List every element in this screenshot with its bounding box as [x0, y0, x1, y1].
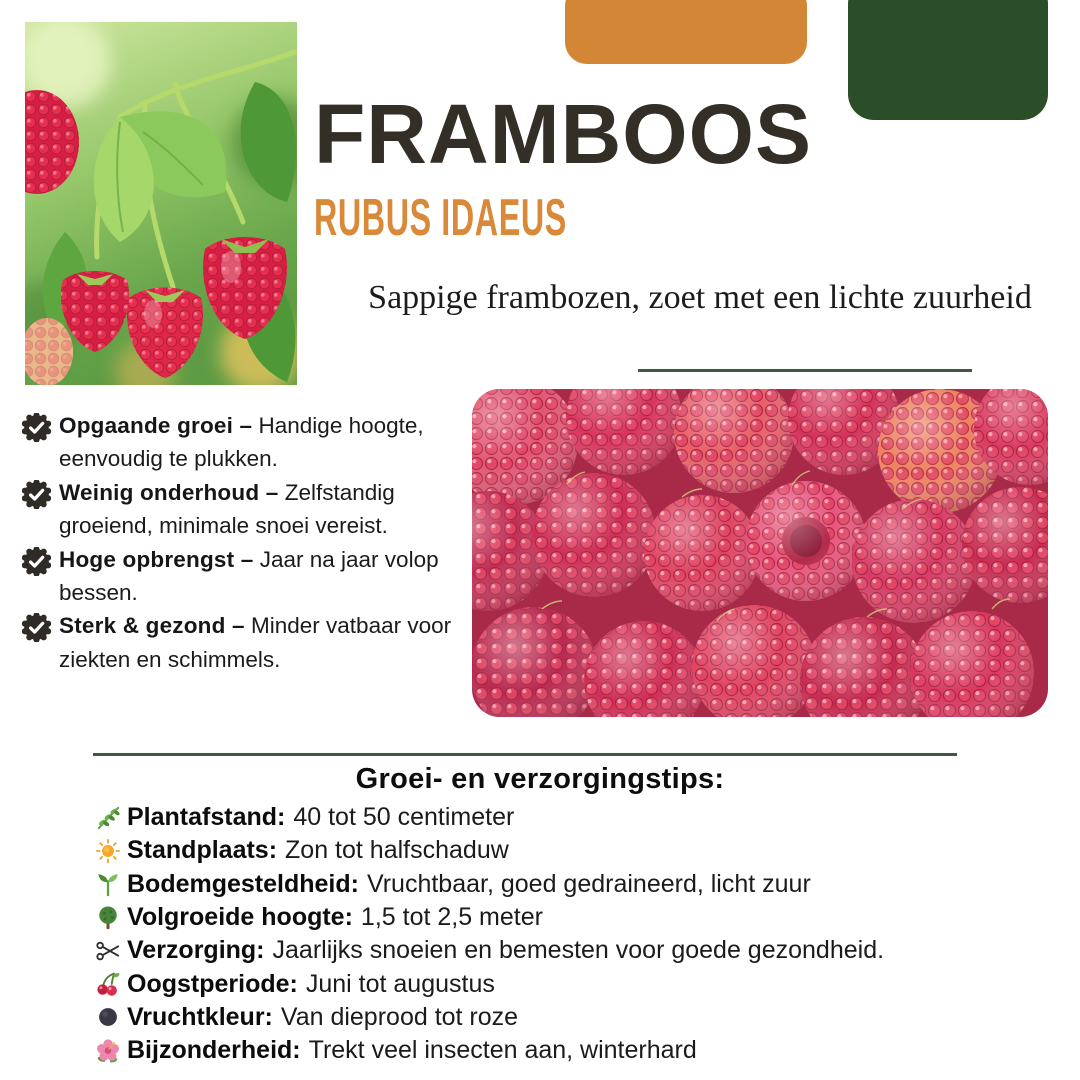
tip-value: Van dieprood tot roze — [280, 1002, 519, 1031]
seedling-icon — [93, 871, 123, 898]
tagline: Sappige frambozen, zoet met een lichte zuurheid — [368, 279, 1032, 316]
tip-value: Zon tot halfschaduw — [285, 836, 509, 865]
tip-row — [93, 801, 1033, 834]
feature-item — [22, 543, 472, 610]
check-badge-icon — [22, 480, 51, 509]
feature-title: Sterk & gezond – — [59, 613, 245, 639]
sun-icon — [93, 837, 123, 864]
feature-title: Hoge opbrengst – — [59, 546, 254, 572]
plant-photo — [25, 22, 297, 385]
feature-title: Opgaande groei – — [59, 413, 253, 438]
tip-row — [93, 834, 1033, 867]
feature-text: Jaar na jaar volop bessen. — [59, 546, 439, 606]
tagline-divider — [638, 369, 972, 372]
check-badge-icon — [22, 413, 51, 442]
check-badge-icon — [22, 613, 51, 642]
tip-value: Juni tot augustus — [305, 969, 495, 998]
feature-item — [22, 476, 472, 543]
tips-list — [93, 801, 1033, 1067]
tip-label: Bijzonderheid: — [127, 1036, 301, 1065]
tip-label: Plantafstand: — [127, 803, 286, 832]
tip-value: Vruchtbaar, goed gedraineerd, licht zuur — [366, 869, 811, 898]
tip-label: Volgroeide hoogte: — [127, 903, 353, 932]
tip-label: Verzorging: — [127, 936, 265, 965]
tree-icon — [93, 904, 123, 931]
tip-label: Vruchtkleur: — [127, 1002, 273, 1031]
green-decor-rect — [848, 0, 1048, 120]
cherries-icon — [93, 971, 123, 998]
tip-label: Standplaats: — [127, 836, 278, 865]
feature-list — [22, 409, 472, 676]
berries-photo — [472, 389, 1048, 717]
feature-text: Zelfstandig groeiend, minimale snoei vereist. — [59, 479, 395, 539]
tip-row — [93, 1001, 1033, 1034]
page-subtitle: RUBUS IDAEUS — [314, 189, 567, 247]
feature-text: Handige hoogte, eenvoudig te plukken. — [59, 413, 424, 472]
scissors-icon — [93, 937, 123, 964]
page-title: FRAMBOOS — [314, 87, 812, 181]
black-circle-icon — [93, 1004, 123, 1031]
feature-item — [22, 409, 472, 476]
herb-icon — [93, 804, 123, 831]
feature-text: Minder vatbaar voor ziekten en schimmels. — [59, 613, 452, 672]
tip-row — [93, 934, 1033, 967]
tip-label: Oogstperiode: — [127, 969, 298, 998]
tip-value: 40 tot 50 centimeter — [293, 803, 515, 832]
tip-value: Trekt veel insecten aan, winterhard — [308, 1036, 697, 1065]
tip-row — [93, 901, 1033, 934]
feature-title: Weinig onderhoud – — [59, 479, 279, 505]
tips-heading: Groei- en verzorgingstips: — [355, 763, 725, 795]
orange-decor-rect — [565, 0, 807, 64]
tip-row — [93, 967, 1033, 1000]
tips-divider — [93, 753, 957, 756]
tip-value: 1,5 tot 2,5 meter — [360, 903, 543, 932]
check-badge-icon — [22, 547, 51, 576]
hibiscus-icon — [93, 1037, 123, 1064]
tip-label: Bodemgesteldheid: — [127, 869, 359, 898]
tip-row — [93, 1034, 1033, 1067]
feature-item — [22, 609, 472, 676]
tip-value: Jaarlijks snoeien en bemesten voor goede gezondheid. — [272, 936, 885, 965]
tip-row — [93, 868, 1033, 901]
